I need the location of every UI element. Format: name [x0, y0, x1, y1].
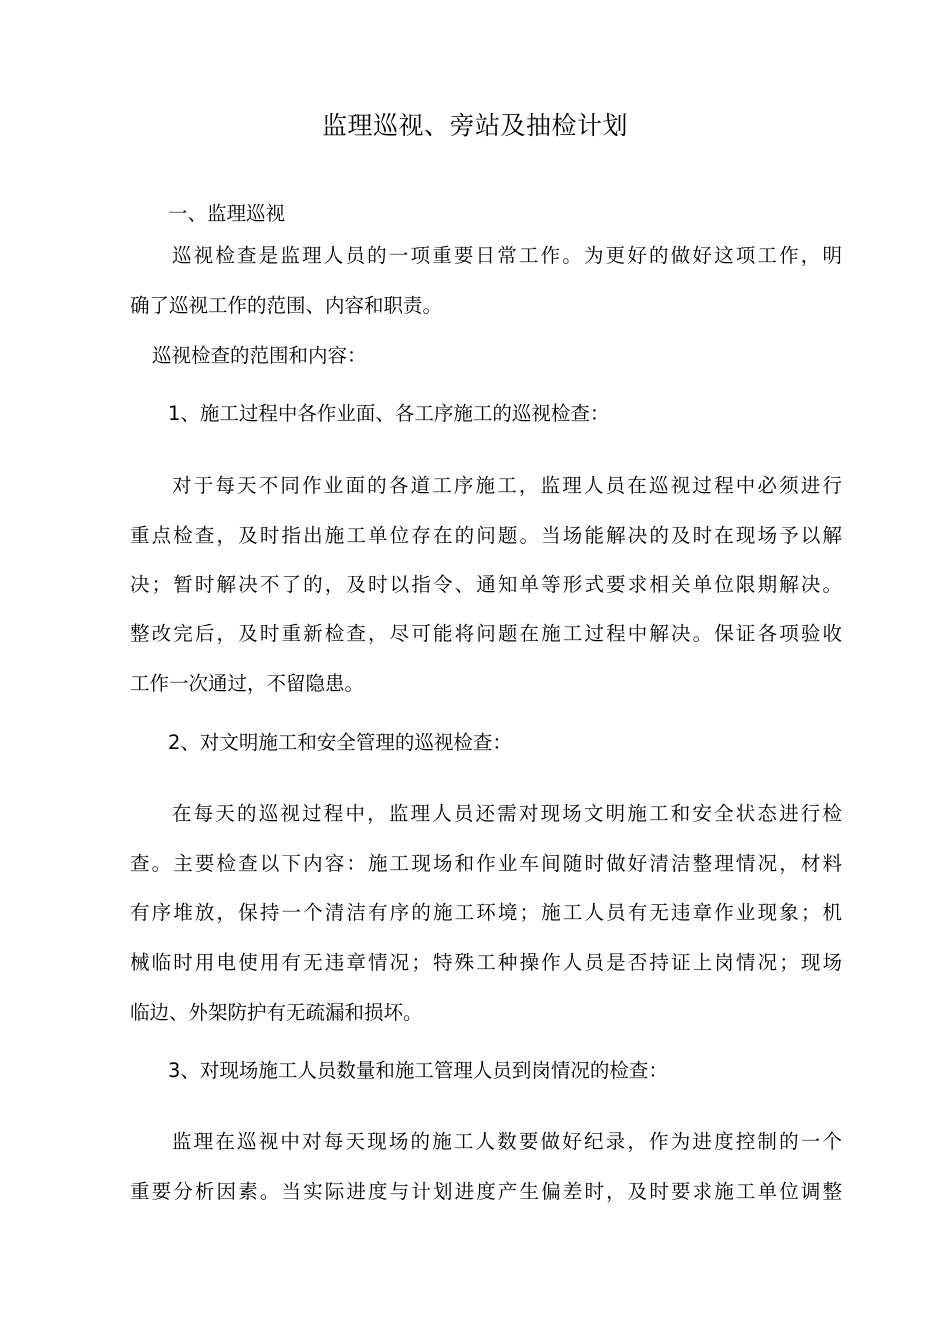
document-title: 监理巡视、旁站及抽检计划 — [321, 111, 628, 140]
item3-line-2: 重要分析因素。当实际进度与计划进度产生偏差时，及时要求施工单位调整 — [130, 1180, 842, 1203]
item1-line-3: 决；暂时解决不了的，及时以指令、通知单等形式要求相关单位限期解决。 — [130, 573, 842, 596]
item1-line-1: 对于每天不同作业面的各道工序施工，监理人员在巡视过程中必须进行 — [172, 474, 842, 497]
item1-line-4: 整改完后，及时重新检查，尽可能将问题在施工过程中解决。保证各项验收 — [130, 622, 842, 645]
intro-line-1: 巡视检查是监理人员的一项重要日常工作。为更好的做好这项工作，明 — [172, 244, 842, 267]
item2-line-2: 查。主要检查以下内容：施工现场和作业车间随时做好清洁整理情况，材料 — [130, 852, 842, 875]
item1-heading: 1、施工过程中各作业面、各工序施工的巡视检查： — [168, 402, 610, 425]
item2-line-3: 有序堆放，保持一个清洁有序的施工环境；施工人员有无违章作业现象；机 — [130, 901, 842, 924]
scope-heading: 巡视检查的范围和内容： — [152, 344, 367, 367]
intro-line-2: 确了巡视工作的范围、内容和职责。 — [130, 294, 443, 317]
item2-heading: 2、对文明施工和安全管理的巡视检查： — [168, 731, 512, 754]
item3-heading: 3、对现场施工人员数量和施工管理人员到岗情况的检查： — [168, 1059, 668, 1082]
section-heading: 一、监理巡视 — [168, 202, 286, 225]
item2-line-1: 在每天的巡视过程中，监理人员还需对现场文明施工和安全状态进行检 — [172, 802, 842, 825]
item3-line-1: 监理在巡视中对每天现场的施工人数要做好纪录，作为进度控制的一个 — [172, 1130, 842, 1153]
item2-line-5: 临边、外架防护有无疏漏和损坏。 — [130, 1001, 423, 1024]
item2-line-4: 械临时用电使用有无违章情况；特殊工种操作人员是否持证上岗情况；现场 — [130, 951, 842, 974]
item1-line-5: 工作一次通过，不留隐患。 — [130, 672, 365, 695]
item1-line-2: 重点检查，及时指出施工单位存在的问题。当场能解决的及时在现场予以解 — [130, 524, 842, 547]
